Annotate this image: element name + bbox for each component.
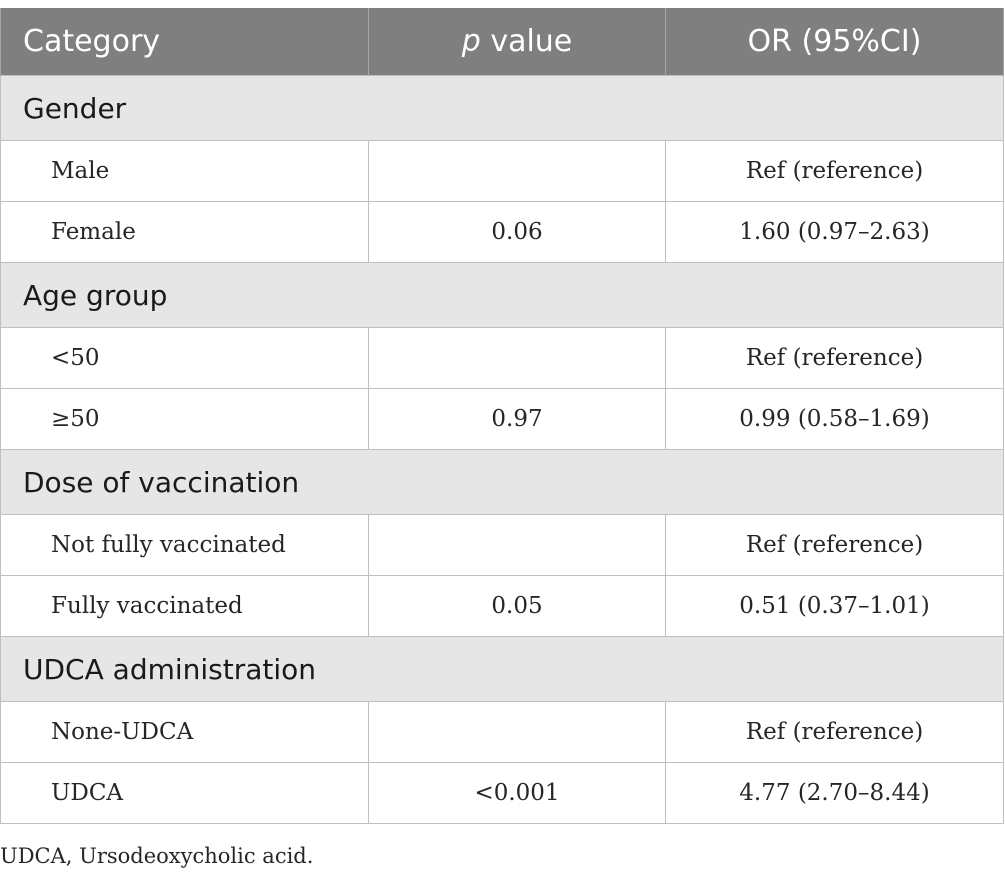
row-label: Male: [1, 141, 369, 202]
table-row: [1, 389, 1004, 450]
table-row: [1, 515, 1004, 576]
row-or: 0.51 (0.37–1.01): [666, 576, 1004, 637]
table-footnote: UDCA, Ursodeoxycholic acid.: [0, 844, 314, 868]
table-row: [1, 141, 1004, 202]
row-or: 0.99 (0.58–1.69): [666, 389, 1004, 450]
group-row-udca: [1, 637, 1004, 702]
table-row: [1, 328, 1004, 389]
header-p-value: [369, 8, 666, 76]
group-row-gender: [1, 76, 1004, 141]
row-or: 1.60 (0.97–2.63): [666, 202, 1004, 263]
row-label: <50: [1, 328, 369, 389]
table-row: [1, 763, 1004, 824]
group-title: Age group: [1, 263, 1004, 328]
table-row: [1, 702, 1004, 763]
row-or: Ref (reference): [666, 141, 1004, 202]
results-table: [0, 8, 1004, 824]
group-title: Gender: [1, 76, 1004, 141]
row-label: Not fully vaccinated: [1, 515, 369, 576]
header-or: OR (95%CI): [666, 8, 1004, 76]
table-row: [1, 576, 1004, 637]
row-p-value: [369, 141, 666, 202]
group-title: Dose of vaccination: [1, 450, 1004, 515]
header-row: [1, 8, 1004, 76]
row-label: Female: [1, 202, 369, 263]
row-p-value: [369, 515, 666, 576]
table-header: [1, 8, 1004, 76]
row-label: None-UDCA: [1, 702, 369, 763]
group-row-vaccination: [1, 450, 1004, 515]
row-label: UDCA: [1, 763, 369, 824]
header-category: Category: [1, 8, 369, 76]
group-title: UDCA administration: [1, 637, 1004, 702]
header-p-rest: value: [480, 24, 573, 59]
row-or: Ref (reference): [666, 702, 1004, 763]
group-row-age: [1, 263, 1004, 328]
row-p-value: 0.06: [369, 202, 666, 263]
row-or: 4.77 (2.70–8.44): [666, 763, 1004, 824]
row-or: Ref (reference): [666, 515, 1004, 576]
header-p-italic: p: [461, 24, 481, 59]
row-p-value: <0.001: [369, 763, 666, 824]
row-label: Fully vaccinated: [1, 576, 369, 637]
row-p-value: 0.97: [369, 389, 666, 450]
row-p-value: [369, 328, 666, 389]
row-or: Ref (reference): [666, 328, 1004, 389]
table-body: [1, 76, 1004, 824]
row-label: ≥50: [1, 389, 369, 450]
row-p-value: [369, 702, 666, 763]
row-p-value: 0.05: [369, 576, 666, 637]
table-row: [1, 202, 1004, 263]
